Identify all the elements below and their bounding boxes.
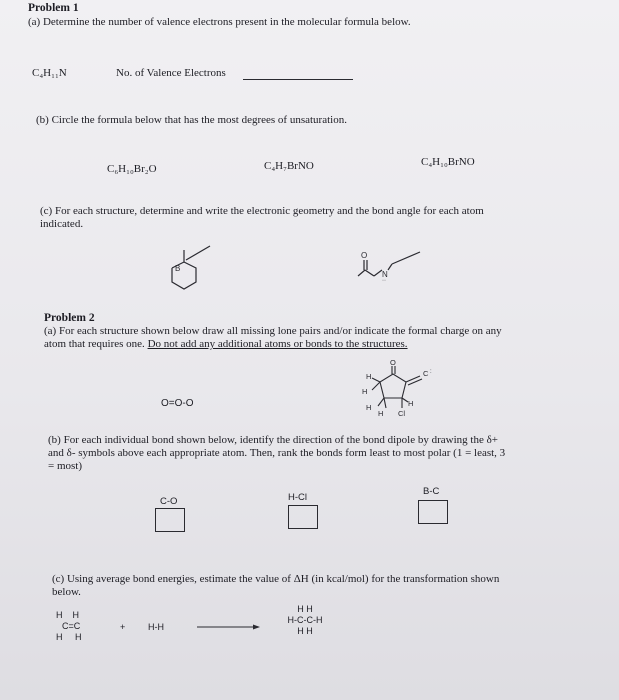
valence-electrons-label: No. of Valence Electrons xyxy=(116,67,226,79)
valence-electrons-answer-line[interactable] xyxy=(243,79,353,80)
formula-option-2[interactable]: C₄H₇BrNO xyxy=(264,160,314,172)
ring-h-2: H xyxy=(362,387,368,396)
amide-nitrogen-label: N xyxy=(382,270,388,279)
ethene-structure xyxy=(56,610,82,643)
bond-b-c: B-C xyxy=(423,486,440,497)
ethene-top-h: H H xyxy=(56,610,80,620)
problem-2c-prompt-line1: (c) Using average bond energies, estimate the value of ΔH (in kcal/mol) for the transformation shown xyxy=(52,573,500,585)
ring-h-1: H xyxy=(366,372,372,381)
bond-c-o: C-O xyxy=(160,496,178,507)
problem-2a-prompt-plain: atom that requires one. xyxy=(44,338,148,350)
problem-1c-prompt-line1: (c) For each structure, determine and write the electronic geometry and the bond angle for each atom xyxy=(40,205,484,217)
plus-sign: + xyxy=(120,622,126,632)
boron-atom-label: B xyxy=(175,264,181,273)
ketone-oxygen-label: O xyxy=(390,358,396,367)
problem-2b-prompt-line1: (b) For each individual bond shown below, identify the direction of the bond dipole by drawing the δ+ xyxy=(48,434,498,446)
problem-2b-prompt-line2: and δ- symbols above each appropriate atom. Then, rank the bonds form least to most polar (1 = least, 3 xyxy=(48,447,506,459)
svg-text:··: ·· xyxy=(382,278,386,284)
problem-2-title: Problem 2 xyxy=(44,312,95,324)
carbanion-ring-structure xyxy=(352,356,442,428)
ethane-structure xyxy=(275,604,335,637)
formula-option-1[interactable]: C₆H₁₀Br₂O xyxy=(107,163,157,175)
problem-2a-prompt-line2 xyxy=(44,338,408,351)
ring-h-4: H xyxy=(378,409,384,418)
amide-structure xyxy=(348,242,438,292)
problem-2a-prompt-underlined: Do not add any additional atoms or bonds to the structures. xyxy=(147,338,408,350)
ozone-structure: O=O-O xyxy=(161,398,194,409)
ethene-bottom-h: H H xyxy=(56,632,82,642)
problem-2a-prompt-line1: (a) For each structure shown below draw all missing lone pairs and/or indicate the formal charge on any xyxy=(44,325,502,337)
rank-box-b-c[interactable] xyxy=(418,500,448,524)
problem-1c-prompt-line2: indicated. xyxy=(40,218,84,230)
reaction-arrow xyxy=(197,622,261,632)
formula-option-3[interactable]: C₄H₁₀BrNO xyxy=(421,156,475,168)
ethane-top-h: H H xyxy=(297,604,313,614)
rank-box-c-o[interactable] xyxy=(155,508,185,532)
problem-1b-prompt: (b) Circle the formula below that has the most degrees of unsaturation. xyxy=(36,114,347,126)
carbanion-label: C xyxy=(423,369,429,378)
problem-2b-prompt-line3: = most) xyxy=(48,460,83,472)
hydrogen-molecule: H-H xyxy=(148,622,164,632)
problem-2c-prompt-line2: below. xyxy=(52,586,81,598)
ethane-bottom-h: H H xyxy=(297,626,313,636)
svg-text::: : xyxy=(430,369,432,375)
bond-h-cl: H-Cl xyxy=(288,492,307,503)
formula-c4h11n: C₄H₁₁N xyxy=(32,67,67,79)
ethene-double-bond: C=C xyxy=(62,621,81,631)
ring-cl: Cl xyxy=(398,409,406,418)
rank-box-h-cl[interactable] xyxy=(288,505,318,529)
ring-h-3: H xyxy=(366,403,372,412)
amide-oxygen-label: O xyxy=(361,251,368,260)
problem-1a-prompt: (a) Determine the number of valence electrons present in the molecular formula below. xyxy=(28,16,411,28)
ring-h-5: H xyxy=(408,399,414,408)
boron-ring-structure xyxy=(150,238,230,306)
problem-1-title: Problem 1 xyxy=(28,2,79,14)
ethane-bonds: H-C-C-H xyxy=(287,615,323,625)
